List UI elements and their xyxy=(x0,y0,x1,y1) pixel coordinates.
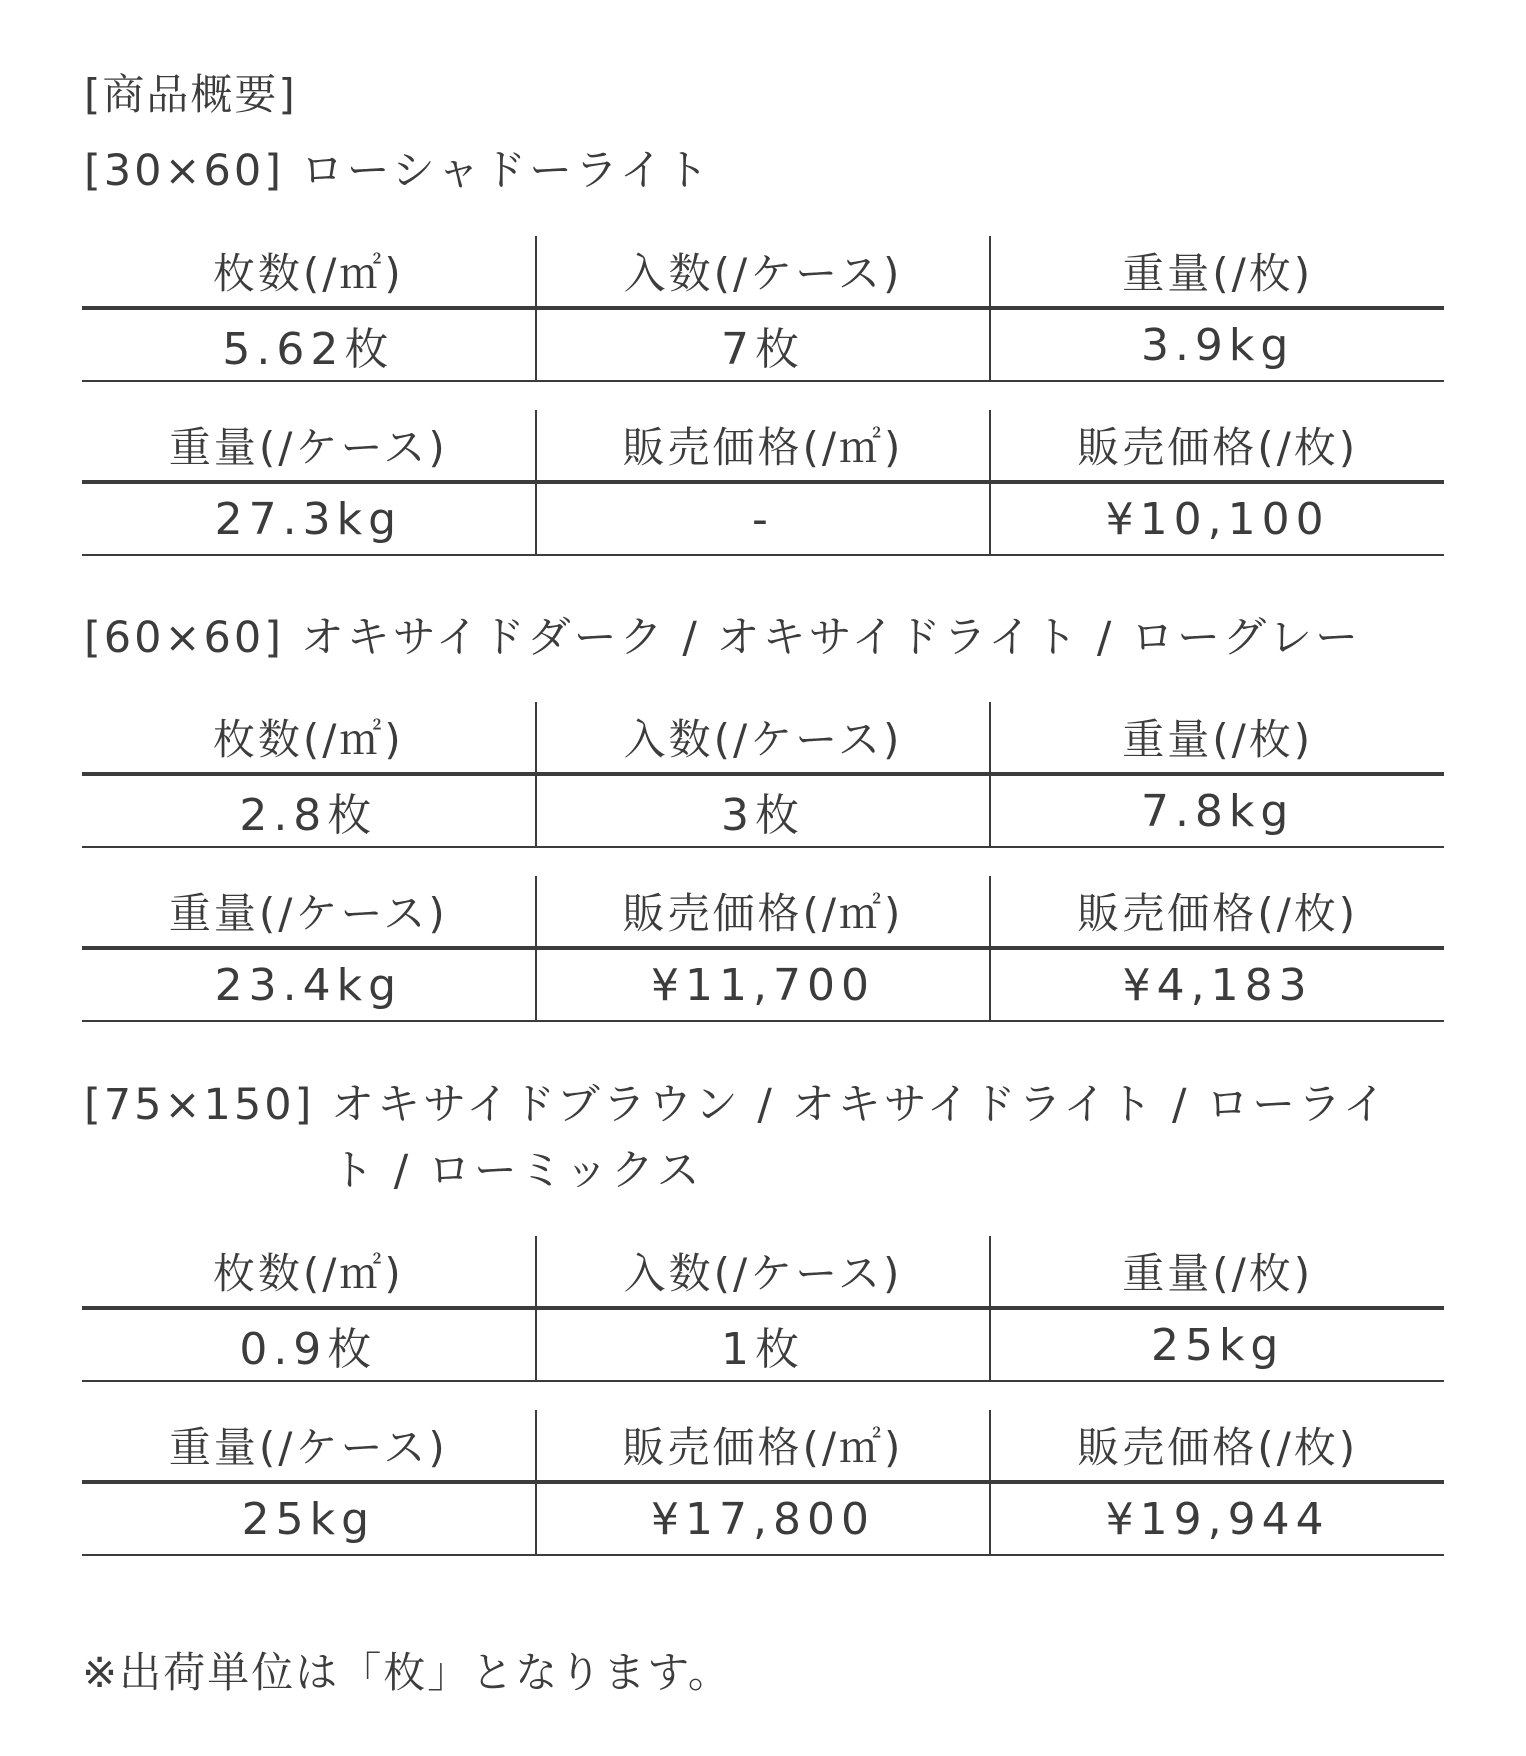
value-count-per-case: 7枚 xyxy=(536,308,991,381)
value-weight-per-piece: 3.9kg xyxy=(990,308,1444,381)
group-title-60x60 xyxy=(84,605,1361,671)
value-weight-per-piece: 7.8kg xyxy=(990,774,1444,847)
group-size: [75×150] xyxy=(84,1080,315,1130)
group-product-names: オキサイドブラウン / オキサイドライト / ローライト / ローミックス xyxy=(331,1080,1389,1196)
value-count-per-case: 1枚 xyxy=(536,1308,991,1381)
value-weight-per-case: 25kg xyxy=(82,1482,536,1555)
header-price-per-sqm: 販売価格(/㎡) xyxy=(536,410,991,482)
group-title-30x60 xyxy=(84,138,712,204)
value-count-per-sqm: 2.8枚 xyxy=(82,774,536,847)
header-weight-per-piece: 重量(/枚) xyxy=(990,236,1444,308)
value-count-per-sqm: 5.62枚 xyxy=(82,308,536,381)
value-weight-per-case: 27.3kg xyxy=(82,482,536,555)
header-price-per-piece: 販売価格(/枚) xyxy=(990,410,1444,482)
group-size: [30×60] xyxy=(84,146,285,196)
shipping-unit-note: ※出荷単位は「枚」となります。 xyxy=(82,1648,732,1697)
overview-title: [商品概要] xyxy=(84,70,297,119)
spec-table-75x150 xyxy=(82,1236,1444,1556)
group-product-names: オキサイドダーク / オキサイドライト / ローグレー xyxy=(300,613,1362,663)
spec-table-60x60 xyxy=(82,702,1444,1022)
header-price-per-piece: 販売価格(/枚) xyxy=(990,1410,1444,1482)
header-count-per-sqm: 枚数(/㎡) xyxy=(82,1236,536,1308)
header-weight-per-piece: 重量(/枚) xyxy=(990,702,1444,774)
spec-table-30x60 xyxy=(82,236,1444,556)
value-price-per-piece: ¥4,183 xyxy=(990,948,1444,1021)
value-count-per-case: 3枚 xyxy=(536,774,991,847)
value-price-per-sqm: ¥11,700 xyxy=(536,948,991,1021)
value-price-per-piece: ¥19,944 xyxy=(990,1482,1444,1555)
value-weight-per-case: 23.4kg xyxy=(82,948,536,1021)
header-count-per-sqm: 枚数(/㎡) xyxy=(82,236,536,308)
value-price-per-sqm: ¥17,800 xyxy=(536,1482,991,1555)
header-count-per-case: 入数(/ケース) xyxy=(536,236,991,308)
header-price-per-sqm: 販売価格(/㎡) xyxy=(536,876,991,948)
header-price-per-piece: 販売価格(/枚) xyxy=(990,876,1444,948)
value-weight-per-piece: 25kg xyxy=(990,1308,1444,1381)
header-price-per-sqm: 販売価格(/㎡) xyxy=(536,1410,991,1482)
header-count-per-case: 入数(/ケース) xyxy=(536,702,991,774)
group-product-names: ローシャドーライト xyxy=(300,146,712,196)
header-count-per-case: 入数(/ケース) xyxy=(536,1236,991,1308)
value-price-per-sqm: - xyxy=(536,482,991,555)
value-count-per-sqm: 0.9枚 xyxy=(82,1308,536,1381)
header-count-per-sqm: 枚数(/㎡) xyxy=(82,702,536,774)
header-weight-per-case: 重量(/ケース) xyxy=(82,410,536,482)
group-size: [60×60] xyxy=(84,613,285,663)
group-title-75x150 xyxy=(84,1072,1444,1204)
header-weight-per-piece: 重量(/枚) xyxy=(990,1236,1444,1308)
header-weight-per-case: 重量(/ケース) xyxy=(82,876,536,948)
value-price-per-piece: ¥10,100 xyxy=(990,482,1444,555)
header-weight-per-case: 重量(/ケース) xyxy=(82,1410,536,1482)
